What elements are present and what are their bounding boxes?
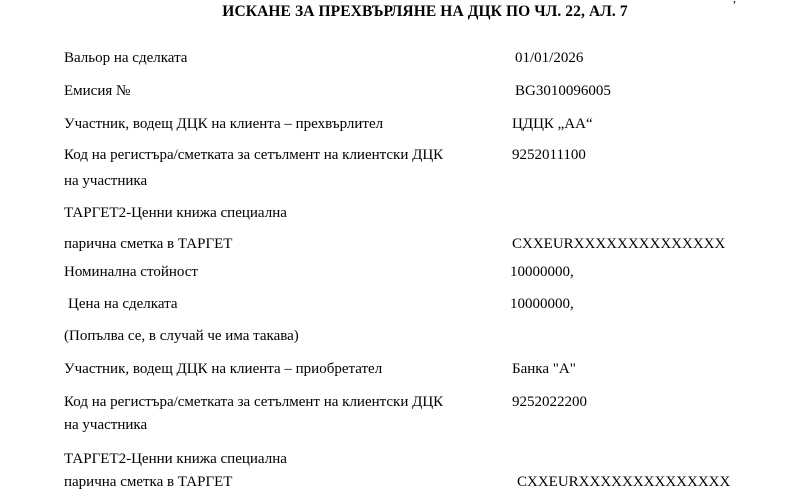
issue-label: Емисия № bbox=[64, 83, 131, 99]
buyer-target-label-line1: ТАРГЕТ2-Ценни книжа специална bbox=[64, 451, 287, 467]
seller-participant-label: Участник, водещ ДЦК на клиента – прехвърлител bbox=[64, 116, 384, 132]
issue-value: BG3010096005 bbox=[515, 83, 611, 99]
value-date-value: 01/01/2026 bbox=[515, 50, 584, 66]
seller-target-label-line1: ТАРГЕТ2-Ценни книжа специална bbox=[64, 205, 287, 221]
buyer-account-label-line2: на участника bbox=[64, 417, 148, 433]
seller-account-label-line2: на участника bbox=[64, 173, 148, 189]
buyer-participant-value: Банка "А" bbox=[512, 361, 576, 377]
price-value: 10000000, bbox=[510, 296, 574, 312]
seller-account-value: 9252011100 bbox=[512, 147, 586, 163]
seller-participant-value: ЦДЦК „АА“ bbox=[512, 116, 593, 132]
document-title: ИСКАНЕ ЗА ПРЕХВЪРЛЯНЕ НА ДЦК ПО ЧЛ. 22, АЛ. 7 bbox=[222, 3, 628, 20]
buyer-participant-label: Участник, водещ ДЦК на клиента – приобретател bbox=[64, 361, 383, 377]
nominal-value-label: Номинална стойност bbox=[64, 264, 198, 280]
seller-target-label-line2: парична сметка в ТАРГЕТ bbox=[64, 236, 233, 252]
buyer-account-label-line1: Код на регистъра/сметката за сетълмент на клиентски ДЦК bbox=[64, 394, 444, 410]
price-note: (Попълва се, в случай че има такава) bbox=[64, 328, 299, 344]
seller-account-label-line1: Код на регистъра/сметката за сетълмент на клиентски ДЦК bbox=[64, 147, 444, 163]
buyer-target-label-line2: парична сметка в ТАРГЕТ bbox=[64, 474, 233, 490]
buyer-target-value: CXXEURXXXXXXXXXXXXXX bbox=[517, 474, 731, 490]
seller-target-value: CXXEURXXXXXXXXXXXXXX bbox=[512, 236, 726, 252]
price-label: Цена на сделката bbox=[68, 296, 178, 312]
buyer-account-value: 9252022200 bbox=[512, 394, 587, 410]
nominal-value: 10000000, bbox=[510, 264, 574, 280]
value-date-label: Вальор на сделката bbox=[64, 50, 188, 66]
